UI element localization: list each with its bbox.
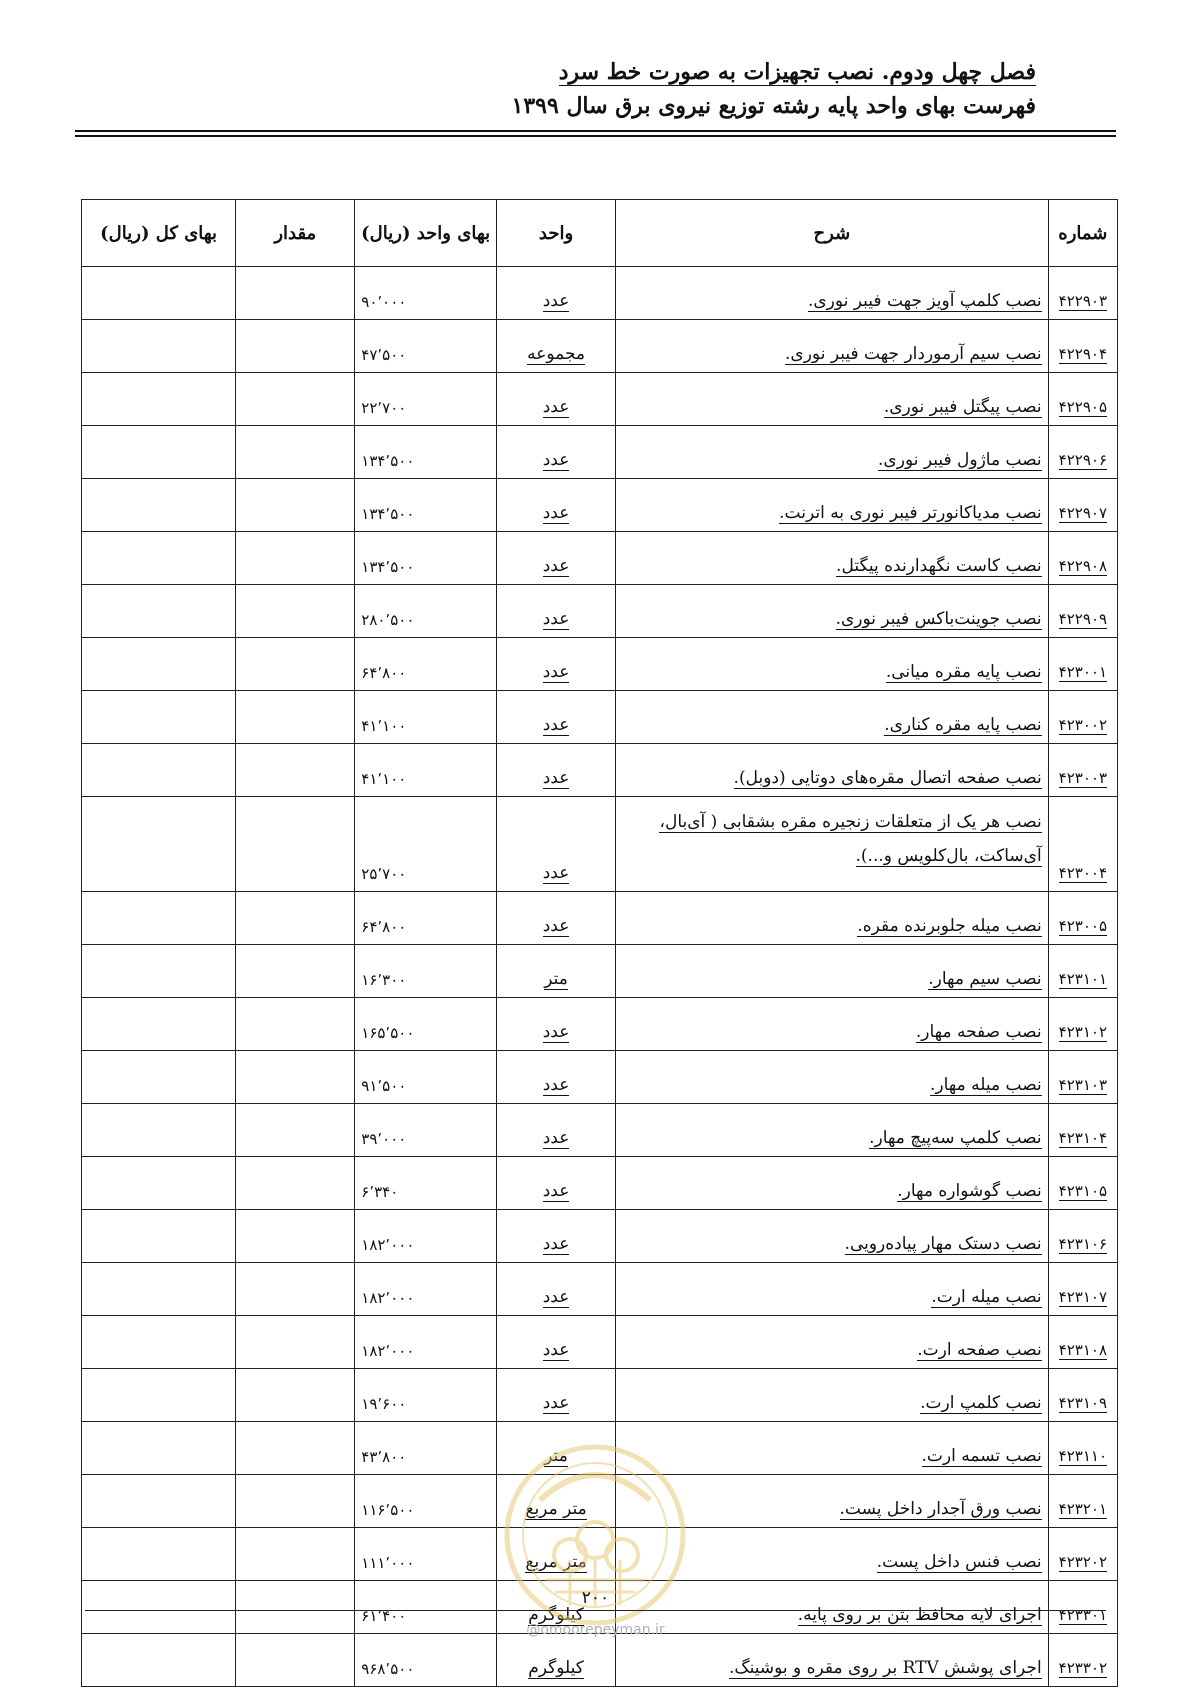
cell-description: نصب ورق آجدار داخل پست. [616, 1475, 1049, 1528]
cell-unit: عدد [497, 1051, 616, 1104]
cell-quantity [236, 585, 355, 638]
column-header-total-price: بهای کل (ریال) [82, 200, 236, 267]
cell-number: ۴۲۳۱۱۰ [1048, 1422, 1117, 1475]
cell-total-price [82, 797, 236, 892]
cell-quantity [236, 744, 355, 797]
cell-quantity [236, 1051, 355, 1104]
table-row [82, 1157, 1118, 1210]
cell-quantity [236, 1369, 355, 1422]
cell-description: نصب سیم مهار. [616, 945, 1049, 998]
cell-unit-price: ۱۸۲٬۰۰۰ [355, 1210, 497, 1263]
cell-total-price [82, 1369, 236, 1422]
cell-description: نصب سیم آرموردار جهت فیبر نوری. [616, 320, 1049, 373]
cell-unit: عدد [497, 638, 616, 691]
cell-unit-price: ۱۹٬۶۰۰ [355, 1369, 497, 1422]
cell-description: نصب مدیاکانورتر فیبر نوری به اترنت. [616, 479, 1049, 532]
cell-number: ۴۲۲۹۰۵ [1048, 373, 1117, 426]
cell-unit-price: ۶٬۳۴۰ [355, 1157, 497, 1210]
table-row [82, 998, 1118, 1051]
cell-unit-price: ۱۳۴٬۵۰۰ [355, 532, 497, 585]
table-row [82, 373, 1118, 426]
cell-total-price [82, 945, 236, 998]
cell-description: نصب کاست نگهدارنده پیگتل. [616, 532, 1049, 585]
table-row [82, 426, 1118, 479]
cell-number: ۴۲۲۹۰۴ [1048, 320, 1117, 373]
cell-description: نصب صفحه اتصال مقره‌های دوتایی (دوبل). [616, 744, 1049, 797]
cell-unit-price: ۱۱۱٬۰۰۰ [355, 1528, 497, 1581]
cell-unit: عدد [497, 532, 616, 585]
cell-unit-price: ۴۳٬۸۰۰ [355, 1422, 497, 1475]
cell-unit-price: ۱۶٬۳۰۰ [355, 945, 497, 998]
cell-unit: متر مربع [497, 1528, 616, 1581]
cell-description: نصب جوینت‌باکس فیبر نوری. [616, 585, 1049, 638]
cell-quantity [236, 797, 355, 892]
cell-description: نصب صفحه مهار. [616, 998, 1049, 1051]
cell-total-price [82, 1210, 236, 1263]
table-header-row [82, 200, 1118, 267]
cell-quantity [236, 479, 355, 532]
cell-unit-price: ۶۴٬۸۰۰ [355, 638, 497, 691]
cell-quantity [236, 1263, 355, 1316]
cell-unit: عدد [497, 1369, 616, 1422]
cell-total-price [82, 1528, 236, 1581]
cell-total-price [82, 1475, 236, 1528]
cell-unit: عدد [497, 426, 616, 479]
cell-total-price [82, 532, 236, 585]
cell-unit-price: ۹۰٬۰۰۰ [355, 267, 497, 320]
column-header-unit-price: بهای واحد (ریال) [355, 200, 497, 267]
cell-number: ۴۲۳۲۰۱ [1048, 1475, 1117, 1528]
cell-quantity [236, 426, 355, 479]
cell-description: نصب پایه مقره میانی. [616, 638, 1049, 691]
cell-unit-price: ۹۱٬۵۰۰ [355, 1051, 497, 1104]
cell-unit: عدد [497, 1210, 616, 1263]
cell-description: نصب صفحه ارت. [616, 1316, 1049, 1369]
cell-unit-price: ۳۹٬۰۰۰ [355, 1104, 497, 1157]
page-number: ۲۰۰ [581, 1588, 610, 1608]
cell-quantity [236, 892, 355, 945]
column-header-unit: واحد [497, 200, 616, 267]
page-header [80, 55, 1036, 123]
cell-quantity [236, 1316, 355, 1369]
cell-number: ۴۲۳۳۰۲ [1048, 1634, 1117, 1687]
cell-description: نصب پیگتل فیبر نوری. [616, 373, 1049, 426]
table-row [82, 1369, 1118, 1422]
table-row [82, 1104, 1118, 1157]
table-row [82, 1051, 1118, 1104]
cell-number: ۴۲۳۲۰۲ [1048, 1528, 1117, 1581]
cell-unit: عدد [497, 1157, 616, 1210]
website-watermark: @omoorepeyman.ir [526, 1622, 665, 1638]
table-row [82, 638, 1118, 691]
table-row [82, 945, 1118, 998]
cell-unit-price: ۱۱۶٬۵۰۰ [355, 1475, 497, 1528]
cell-unit-price: ۲۲٬۷۰۰ [355, 373, 497, 426]
cell-quantity [236, 638, 355, 691]
cell-number: ۴۲۲۹۰۶ [1048, 426, 1117, 479]
cell-description: نصب کلمپ ارت. [616, 1369, 1049, 1422]
cell-number: ۴۲۳۱۰۹ [1048, 1369, 1117, 1422]
cell-unit-price: ۹۶۸٬۵۰۰ [355, 1634, 497, 1687]
cell-quantity [236, 1104, 355, 1157]
cell-description: اجرای لایه محافظ بتن بر روی پایه. [616, 1581, 1049, 1634]
cell-number: ۴۲۳۱۰۳ [1048, 1051, 1117, 1104]
cell-unit-price: ۶۴٬۸۰۰ [355, 892, 497, 945]
table-row [82, 892, 1118, 945]
cell-number: ۴۲۳۱۰۴ [1048, 1104, 1117, 1157]
cell-unit-price: ۱۶۵٬۵۰۰ [355, 998, 497, 1051]
cell-number: ۴۲۳۱۰۲ [1048, 998, 1117, 1051]
cell-description: نصب میله مهار. [616, 1051, 1049, 1104]
cell-number: ۴۲۳۱۰۱ [1048, 945, 1117, 998]
cell-number: ۴۲۳۰۰۲ [1048, 691, 1117, 744]
cell-total-price [82, 998, 236, 1051]
cell-number: ۴۲۳۱۰۶ [1048, 1210, 1117, 1263]
cell-description: نصب دستک مهار پیاده‌رویی. [616, 1210, 1049, 1263]
cell-total-price [82, 892, 236, 945]
cell-number: ۴۲۳۰۰۵ [1048, 892, 1117, 945]
price-list-title: فهرست بهای واحد پایه رشته توزیع نیروی برق سال ۱۳۹۹ [511, 93, 1036, 119]
cell-total-price [82, 585, 236, 638]
table-row [82, 1634, 1118, 1687]
table-row [82, 1316, 1118, 1369]
table-row [82, 691, 1118, 744]
cell-total-price [82, 320, 236, 373]
cell-unit-price: ۲۸۰٬۵۰۰ [355, 585, 497, 638]
cell-unit-price: ۶۱٬۴۰۰ [355, 1581, 497, 1634]
cell-unit: کیلوگرم [497, 1634, 616, 1687]
cell-total-price [82, 691, 236, 744]
cell-number: ۴۲۲۹۰۸ [1048, 532, 1117, 585]
table-row [82, 320, 1118, 373]
cell-unit: عدد [497, 892, 616, 945]
cell-unit: متر مربع [497, 1475, 616, 1528]
cell-description: نصب کلمپ آویز جهت فیبر نوری. [616, 267, 1049, 320]
cell-unit-price: ۲۵٬۷۰۰ [355, 797, 497, 892]
cell-quantity [236, 1157, 355, 1210]
column-header-quantity: مقدار [236, 200, 355, 267]
cell-total-price [82, 1634, 236, 1687]
chapter-title: فصل چهل ودوم. نصب تجهیزات به صورت خط سرد [558, 59, 1036, 85]
cell-number: ۴۲۳۱۰۷ [1048, 1263, 1117, 1316]
cell-total-price [82, 1263, 236, 1316]
cell-total-price [82, 1104, 236, 1157]
cell-description: نصب فنس داخل پست. [616, 1528, 1049, 1581]
header-rule-top [75, 130, 1116, 132]
cell-total-price [82, 1051, 236, 1104]
cell-unit-price: ۴۱٬۱۰۰ [355, 691, 497, 744]
table-row [82, 797, 1118, 892]
cell-unit: عدد [497, 744, 616, 797]
cell-quantity [236, 1528, 355, 1581]
cell-number: ۴۲۲۹۰۹ [1048, 585, 1117, 638]
column-header-description: شرح [616, 200, 1049, 267]
table-row [82, 1210, 1118, 1263]
cell-quantity [236, 998, 355, 1051]
cell-number: ۴۲۳۱۰۵ [1048, 1157, 1117, 1210]
cell-unit: عدد [497, 1104, 616, 1157]
cell-number: ۴۲۲۹۰۷ [1048, 479, 1117, 532]
cell-unit: عدد [497, 1263, 616, 1316]
cell-description: نصب میله ارت. [616, 1263, 1049, 1316]
cell-unit: عدد [497, 1316, 616, 1369]
table-row [82, 479, 1118, 532]
cell-quantity [236, 1475, 355, 1528]
cell-unit: عدد [497, 479, 616, 532]
cell-total-price [82, 1157, 236, 1210]
cell-unit-price: ۴۷٬۵۰۰ [355, 320, 497, 373]
cell-number: ۴۲۳۰۰۴ [1048, 797, 1117, 892]
table-row [82, 532, 1118, 585]
cell-quantity [236, 320, 355, 373]
header-rule-bottom [75, 135, 1116, 137]
cell-unit: کیلوگرم [497, 1581, 616, 1634]
table-row [82, 1263, 1118, 1316]
cell-quantity [236, 532, 355, 585]
cell-unit: متر [497, 1422, 616, 1475]
cell-total-price [82, 744, 236, 797]
cell-quantity [236, 267, 355, 320]
cell-description: نصب گوشواره مهار. [616, 1157, 1049, 1210]
cell-unit: عدد [497, 267, 616, 320]
table-row [82, 744, 1118, 797]
cell-quantity [236, 1634, 355, 1687]
cell-description: نصب تسمه ارت. [616, 1422, 1049, 1475]
cell-unit: عدد [497, 797, 616, 892]
cell-description: نصب هر یک از متعلقات زنجیره مقره بشقابی ( آی‌بال، آی‌ساکت، بال‌کلویس و...). [616, 797, 1049, 892]
cell-description: اجرای پوشش RTV بر روی مقره و بوشینگ. [616, 1634, 1049, 1687]
cell-unit: عدد [497, 691, 616, 744]
cell-unit-price: ۴۱٬۱۰۰ [355, 744, 497, 797]
cell-total-price [82, 479, 236, 532]
cell-description: نصب کلمپ سه‌پیچ مهار. [616, 1104, 1049, 1157]
cell-unit: متر [497, 945, 616, 998]
cell-number: ۴۲۳۰۰۱ [1048, 638, 1117, 691]
cell-unit: مجموعه [497, 320, 616, 373]
cell-total-price [82, 373, 236, 426]
cell-description: نصب میله جلوبرنده مقره. [616, 892, 1049, 945]
cell-total-price [82, 426, 236, 479]
cell-unit-price: ۱۳۴٬۵۰۰ [355, 426, 497, 479]
cell-number: ۴۲۳۳۰۱ [1048, 1581, 1117, 1634]
cell-number: ۴۲۳۰۰۳ [1048, 744, 1117, 797]
cell-total-price [82, 1422, 236, 1475]
cell-quantity [236, 1210, 355, 1263]
cell-total-price [82, 267, 236, 320]
cell-total-price [82, 638, 236, 691]
cell-unit: عدد [497, 373, 616, 426]
cell-description: نصب ماژول فیبر نوری. [616, 426, 1049, 479]
cell-total-price [82, 1316, 236, 1369]
cell-quantity [236, 1422, 355, 1475]
cell-unit: عدد [497, 998, 616, 1051]
cell-quantity [236, 691, 355, 744]
cell-description: نصب پایه مقره کناری. [616, 691, 1049, 744]
cell-unit-price: ۱۳۴٬۵۰۰ [355, 479, 497, 532]
cell-number: ۴۲۳۱۰۸ [1048, 1316, 1117, 1369]
cell-unit: عدد [497, 585, 616, 638]
footer-rule [85, 1610, 1106, 1611]
cell-quantity [236, 945, 355, 998]
column-header-number: شماره [1048, 200, 1117, 267]
table-row [82, 267, 1118, 320]
cell-unit-price: ۱۸۲٬۰۰۰ [355, 1316, 497, 1369]
cell-number: ۴۲۲۹۰۳ [1048, 267, 1117, 320]
cell-unit-price: ۱۸۲٬۰۰۰ [355, 1263, 497, 1316]
table-row [82, 585, 1118, 638]
cell-quantity [236, 373, 355, 426]
